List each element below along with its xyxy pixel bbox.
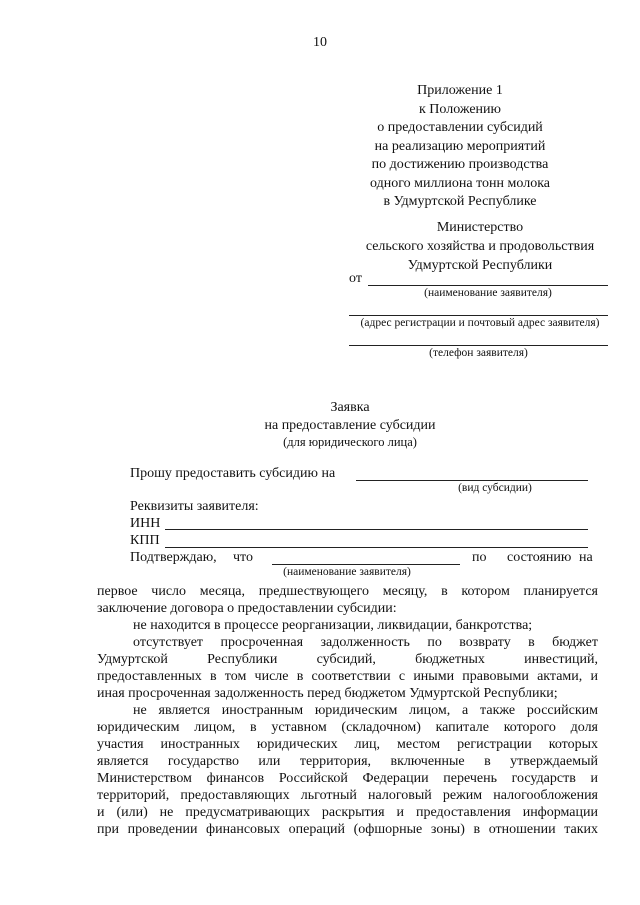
subsidy-type-caption: (вид субсидии) <box>458 482 532 494</box>
confirm-word: состоянию <box>507 550 572 565</box>
applicant-name-caption: (наименование заявителя) <box>424 287 552 299</box>
subsidy-type-field[interactable] <box>356 480 588 481</box>
requisites-label: Реквизиты заявителя: <box>130 499 259 514</box>
text-line: первое число месяца, предшествующего месяцу, в котором планируется <box>97 584 598 599</box>
text-line: заключение договора о предоставлении субсидии: <box>97 601 397 616</box>
text-line: предоставленных в том числе в соответствии с иными правовыми актами, и <box>97 669 598 684</box>
from-label: от <box>349 271 362 286</box>
text-line: не находится в процессе реорганизации, ликвидации, банкротства; <box>133 618 533 633</box>
document-title: Заявка <box>330 400 370 415</box>
page-number: 10 <box>313 35 327 50</box>
text-line: при проведении финансовых операций (офшорные зоны) в отношении таких <box>97 822 598 837</box>
inn-field[interactable] <box>165 529 588 530</box>
paragraph-reorganization <box>97 617 598 634</box>
document-subtitle: на предоставление субсидии <box>264 418 436 433</box>
phone-field[interactable] <box>349 345 608 346</box>
text-line: Удмуртской Республики субсидий, бюджетных инвестиций, <box>97 652 598 667</box>
annex-header <box>360 82 560 212</box>
applicant-name-field[interactable] <box>368 285 608 286</box>
text-line: является государство или территория, включенные в утверждаемый <box>97 754 598 769</box>
inn-label: ИНН <box>130 516 161 531</box>
annex-line: в Удмуртской Республике <box>383 194 537 209</box>
confirm-word: по <box>472 550 487 565</box>
confirm-word: что <box>233 550 253 565</box>
annex-line: к Положению <box>418 101 501 117</box>
applicant-caption: (наименование заявителя) <box>283 566 411 578</box>
confirm-word: Подтверждаю, <box>130 550 217 565</box>
document-note: (для юридического лица) <box>283 435 417 449</box>
text-line: не является иностранным юридическим лицом, а также российским <box>133 703 598 718</box>
recipient-line: Удмуртской Республики <box>407 258 553 273</box>
text-line: и (или) не предусматривающих раскрытия и предоставления информации <box>97 805 598 820</box>
recipient-block <box>340 218 620 275</box>
recipient-line: Министерство <box>436 220 524 235</box>
annex-line: по достижению производства <box>371 157 549 172</box>
recipient-line: сельского хозяйства и продовольствия <box>365 239 595 254</box>
address-caption: (адрес регистрации и почтовый адрес заявителя) <box>360 317 600 329</box>
text-line: территорий, предоставляющих льготный налоговый режим налогообложения <box>97 788 598 803</box>
applicant-confirm-field[interactable] <box>272 564 460 565</box>
paragraph-debt <box>97 634 598 702</box>
annex-line: на реализацию мероприятий <box>374 138 546 154</box>
confirm-word: на <box>579 550 593 565</box>
address-field[interactable] <box>349 315 608 316</box>
phone-caption: (телефон заявителя) <box>429 347 528 359</box>
paragraph-foreign <box>97 702 598 838</box>
text-line: отсутствует просроченная задолженность по возврату в бюджет <box>133 635 598 650</box>
text-line: юридическим лицом, в уставном (складочном) капитале которого доля <box>97 720 598 735</box>
text-line: иная просроченная задолженность перед бюджетом Удмуртской Республики; <box>97 686 558 701</box>
kpp-label: КПП <box>130 533 160 548</box>
paragraph-intro <box>97 583 598 617</box>
text-line: участия иностранных юридических лиц, местом регистрации которых <box>97 737 598 752</box>
text-line: Министерством финансов Российской Федерации перечень государств и <box>97 771 598 786</box>
annex-line: о предоставлении субсидий <box>377 120 543 135</box>
kpp-field[interactable] <box>165 547 588 548</box>
annex-line: одного миллиона тонн молока <box>369 175 550 191</box>
request-label: Прошу предоставить субсидию на <box>130 466 336 481</box>
annex-line: Приложение 1 <box>417 83 503 98</box>
